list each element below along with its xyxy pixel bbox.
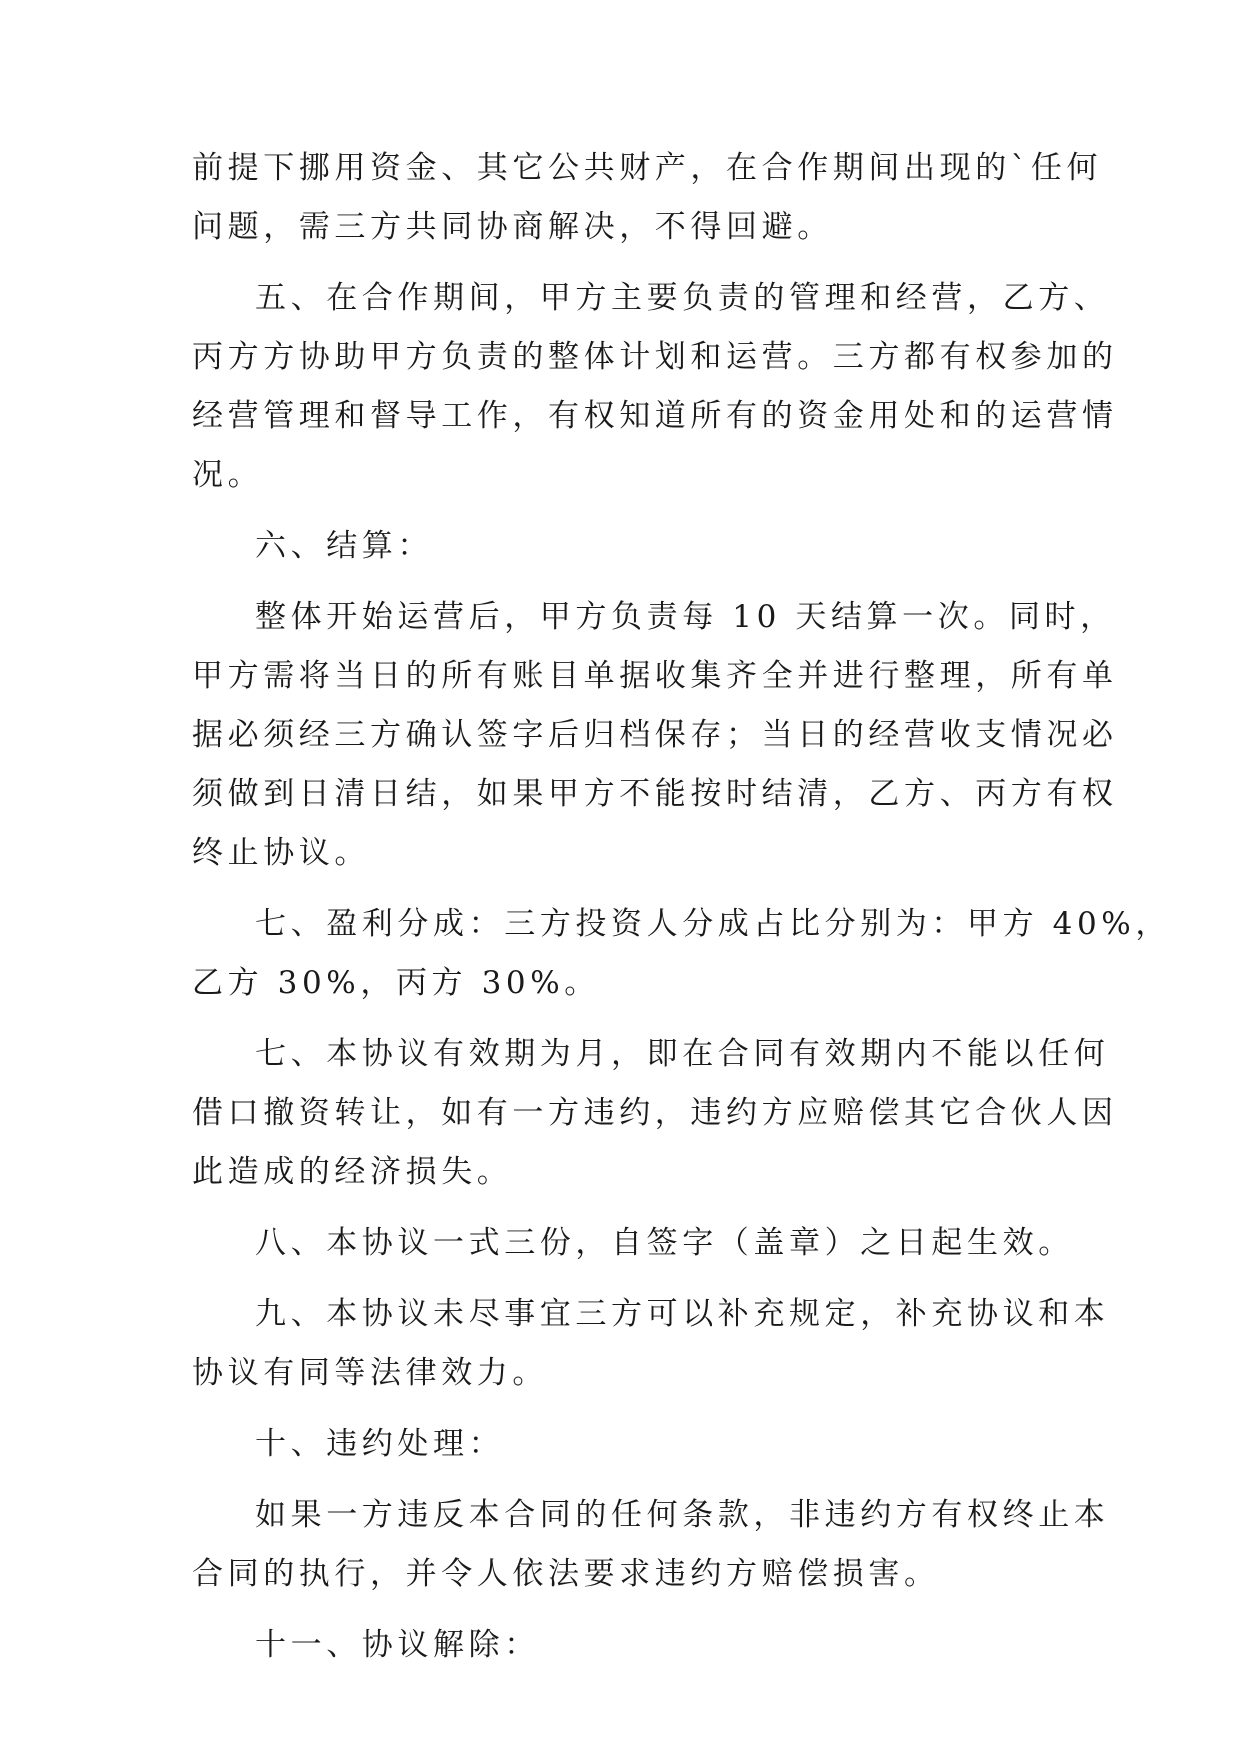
text-line: 九、本协议未尽事宜三方可以补充规定，补充协议和本	[255, 1296, 1110, 1332]
text-line: 前提下挪用资金、其它公共财产，在合作期间出现的`任何	[192, 150, 1103, 186]
text-line: 乙方 30%，丙方 30%。	[192, 965, 600, 1001]
text-line: 甲方需将当日的所有账目单据收集齐全并进行整理，所有单	[192, 658, 1118, 694]
text-line: 合同的执行，并令人依法要求违约方赔偿损害。	[192, 1556, 940, 1592]
text-line: 八、本协议一式三份，自签字（盖章）之日起生效。	[255, 1225, 1074, 1261]
text-line: 终止协议。	[192, 835, 370, 871]
text-line: 如果一方违反本合同的任何条款，非违约方有权终止本	[255, 1497, 1110, 1533]
text-line: 借口撤资转让，如有一方违约，违约方应赔偿其它合伙人因	[192, 1095, 1118, 1131]
text-line: 经营管理和督导工作，有权知道所有的资金用处和的运营情	[192, 398, 1118, 434]
text-line: 况。	[192, 457, 264, 493]
text-line: 协议有同等法律效力。	[192, 1355, 548, 1391]
text-line: 整体开始运营后，甲方负责每 10 天结算一次。同时，	[255, 599, 1116, 635]
text-line: 六、结算：	[255, 528, 433, 564]
text-line: 十、违约处理：	[255, 1426, 505, 1462]
text-line: 据必须经三方确认签字后归档保存；当日的经营收支情况必	[192, 717, 1118, 753]
text-line: 此造成的经济损失。	[192, 1154, 513, 1190]
text-line: 十一、协议解除：	[255, 1627, 540, 1663]
text-line: 须做到日清日结，如果甲方不能按时结清，乙方、丙方有权	[192, 776, 1118, 812]
text-line: 七、本协议有效期为月，即在合同有效期内不能以任何	[255, 1036, 1110, 1072]
text-line: 五、在合作期间，甲方主要负责的管理和经营，乙方、	[255, 280, 1110, 316]
text-line: 问题，需三方共同协商解决，不得回避。	[192, 209, 833, 245]
text-line: 七、盈利分成：三方投资人分成占比分别为：甲方 40%，	[255, 906, 1171, 942]
text-line: 丙方方协助甲方负责的整体计划和运营。三方都有权参加的	[192, 339, 1118, 375]
